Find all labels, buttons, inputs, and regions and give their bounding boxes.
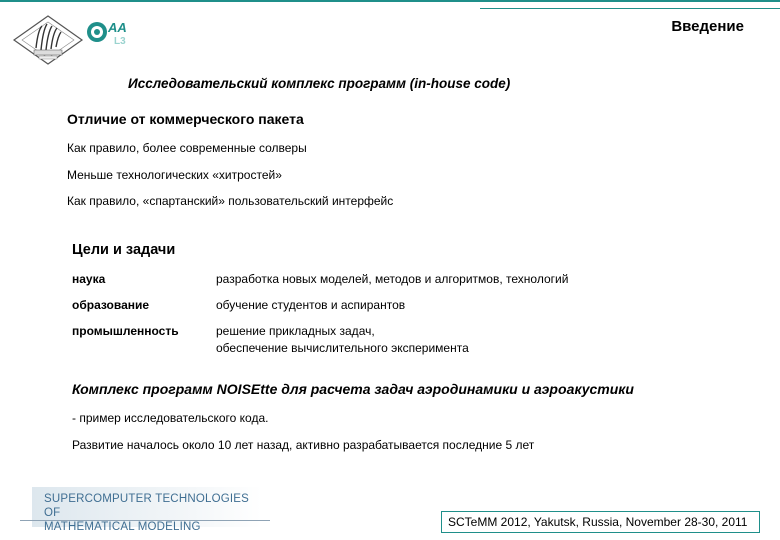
noisette-heading: Комплекс программ NOISEtte для расчета задач аэродинамики и аэроакустики [72, 381, 634, 397]
noisette-line: - пример исследовательского кода. [72, 411, 269, 425]
goal-key-science: наука [72, 272, 106, 286]
goal-value-industry-line1: решение прикладных задач, [216, 324, 375, 338]
goals-heading: Цели и задачи [72, 242, 176, 258]
conference-label: SCTeMM 2012, Yakutsk, Russia, November 28-30, 2011 [448, 515, 748, 529]
svg-text:AA: AA [108, 20, 127, 35]
difference-item: Как правило, более современные солверы [67, 141, 307, 155]
goal-key-industry: промышленность [72, 324, 179, 338]
difference-heading: Отличие от коммерческого пакета [67, 111, 304, 127]
sctemm-logo [32, 487, 262, 533]
sctemm-logo-line2: MATHEMATICAL MODELING [44, 521, 201, 533]
goal-value-industry-line2: обеспечение вычислительного эксперимента [216, 341, 469, 355]
top-divider [0, 0, 780, 2]
noisette-history: Развитие началось около 10 лет назад, активно разрабатывается последние 5 лет [72, 438, 535, 452]
top-divider-short [480, 8, 780, 9]
institute-emblem-logo [12, 14, 84, 66]
difference-item: Как правило, «спартанский» пользовательский интерфейс [67, 194, 394, 208]
goal-value-science: разработка новых моделей, методов и алгоритмов, технологий [216, 272, 569, 286]
goal-value-education: обучение студентов и аспирантов [216, 298, 406, 312]
slide-subtitle: Исследовательский комплекс программ (in-house code) [128, 76, 511, 91]
slide-title: Введение [671, 18, 744, 35]
svg-text:L3: L3 [114, 36, 126, 47]
sctemm-logo-line1: SUPERCOMPUTER TECHNOLOGIES OF [44, 493, 249, 519]
lab-logo [86, 16, 138, 48]
difference-item: Меньше технологических «хитростей» [67, 168, 282, 182]
footer-divider [20, 520, 270, 521]
goal-key-education: образование [72, 298, 150, 312]
